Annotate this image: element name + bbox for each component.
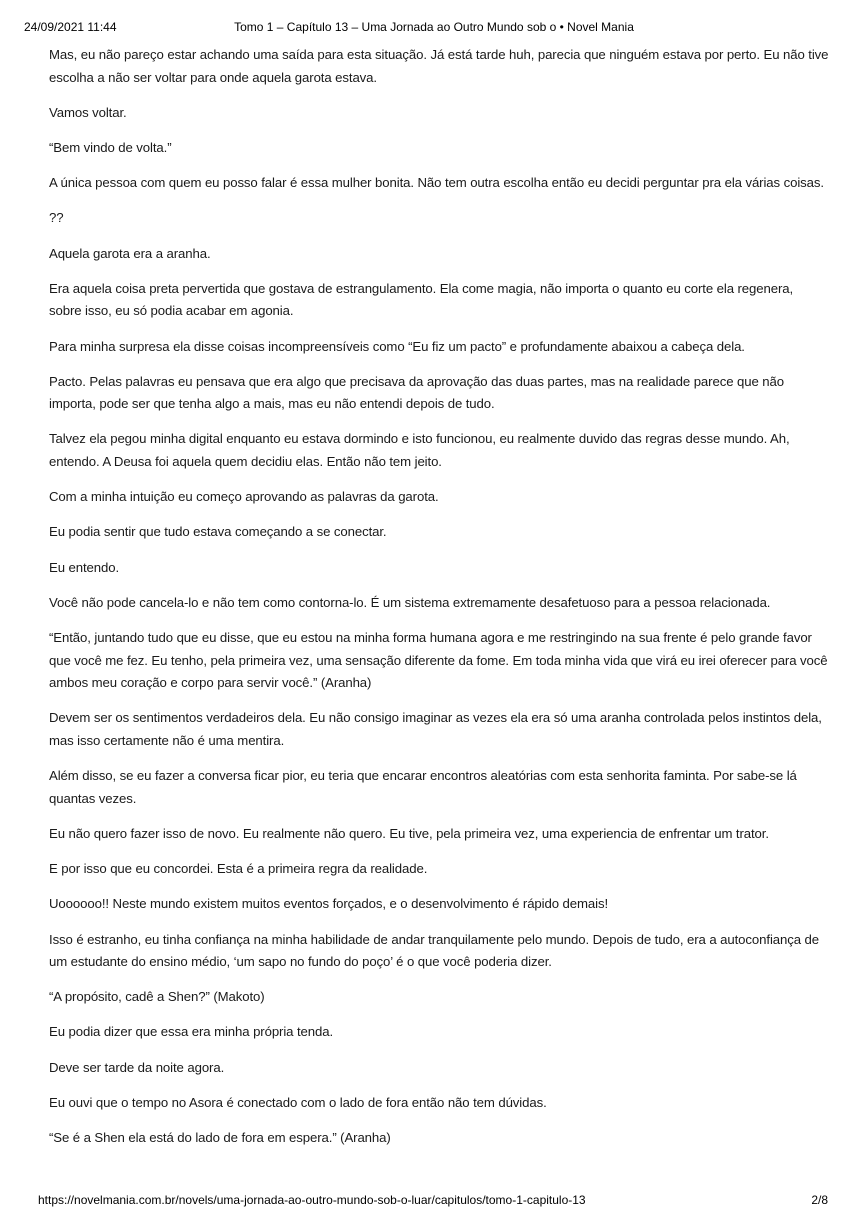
paragraph: Era aquela coisa preta pervertida que gostava de estrangulamento. Ela come magia, não importa o quanto eu corte ela regenera, sobre isso, eu só podia acabar em agonia. [49,280,794,319]
paragraph: Devem ser os sentimentos verdadeiros dela. Eu não consigo imaginar as vezes ela era só uma aranha controlada pelos instintos dela, mas isso certamente não é uma mentira. [49,710,822,748]
paragraph: Talvez ela pegou minha digital enquanto eu estava dormindo e isto funcionou, eu realmente duvido das regras desse mundo. Ah, entendo. A Deusa foi aquela quem decidiu elas. Então não tem jeito. [49,431,790,470]
paragraph: A única pessoa com quem eu posso falar é essa mulher bonita. Não tem outra escolha então eu decidi perguntar pra ela várias coisas. [49,175,824,191]
paragraph: “Então, juntando tudo que eu disse, que eu estou na minha forma humana agora e me restringindo na sua frente é pelo grande favor que você me fez. Eu tenho, pela primeira vez, uma sensação diferente da fome. Em toda minha vida que virá eu irei oferecer para você ambos meu coração e corpo para servir você.” (Aranha) [49,630,828,691]
paragraph: “A propósito, cadê a Shen?” (Makoto) [49,989,265,1005]
print-header [24,20,844,36]
paragraph: Além disso, se eu fazer a conversa ficar pior, eu teria que encarar encontros aleatórias com esta senhorita faminta. Por sabe-se lá quantas vezes. [49,768,797,806]
paragraph: Deve ser tarde da noite agora. [49,1059,225,1075]
print-page-title: Tomo 1 – Capítulo 13 – Uma Jornada ao Outro Mundo sob o • Novel Mania [234,20,634,34]
paragraph: Pacto. Pelas palavras eu pensava que era algo que precisava da aprovação das duas partes, mas na realidade parece que não importa, pode ser que tenha algo a mais, mas eu não entendi depois de tudo. [49,373,784,412]
paragraph: “Bem vindo de volta.” [49,139,172,155]
paragraph: Eu podia dizer que essa era minha própria tenda. [49,1024,334,1040]
paragraph: Eu podia sentir que tudo estava começando a se conectar. [49,524,387,540]
paragraph: Uoooooo!! Neste mundo existem muitos eventos forçados, e o desenvolvimento é rápido demais! [49,896,609,912]
paragraph: Você não pode cancela-lo e não tem como contorna-lo. É um sistema extremamente desafetuoso para a pessoa relacionada. [49,594,771,610]
paragraph: Mas, eu não pareço estar achando uma saída para esta situação. Já está tarde huh, parecia que ninguém estava por perto. Eu não tive escolha a não ser voltar para onde aquela garota estava. [49,47,829,85]
paragraph: Eu entendo. [49,559,120,575]
paragraph: Com a minha intuição eu começo aprovando as palavras da garota. [49,489,439,505]
paragraph: Aquela garota era a aranha. [49,245,211,261]
paragraph: Eu não quero fazer isso de novo. Eu realmente não quero. Eu tive, pela primeira vez, uma experiencia de enfrentar um trator. [49,825,769,841]
paragraph: Isso é estranho, eu tinha confiança na minha habilidade de andar tranquilamente pelo mundo. Depois de tudo, era a autoconfiança de um estudante do ensino médio, ‘um sapo no fundo do poço’ é o que você poderia dizer. [49,931,820,970]
paragraph: Eu ouvi que o tempo no Asora é conectado com o lado de fora então não tem dúvidas. [49,1094,547,1110]
print-datetime: 24/09/2021 11:44 [24,20,117,34]
chapter-content [49,44,829,1162]
paragraph: ?? [49,210,64,226]
paragraph: “Se é a Shen ela está do lado de fora em espera.” (Aranha) [49,1130,391,1146]
page-number: 2/8 [811,1193,828,1207]
paragraph: Vamos voltar. [49,104,127,120]
paragraph: E por isso que eu concordei. Esta é a primeira regra da realidade. [49,861,428,877]
print-footer [38,1193,828,1209]
paragraph: Para minha surpresa ela disse coisas incompreensíveis como “Eu fiz um pacto” e profundamente abaixou a cabeça dela. [49,338,745,354]
print-url: https://novelmania.com.br/novels/uma-jornada-ao-outro-mundo-sob-o-luar/capitulos/tomo-1-capitulo-13 [38,1193,586,1207]
